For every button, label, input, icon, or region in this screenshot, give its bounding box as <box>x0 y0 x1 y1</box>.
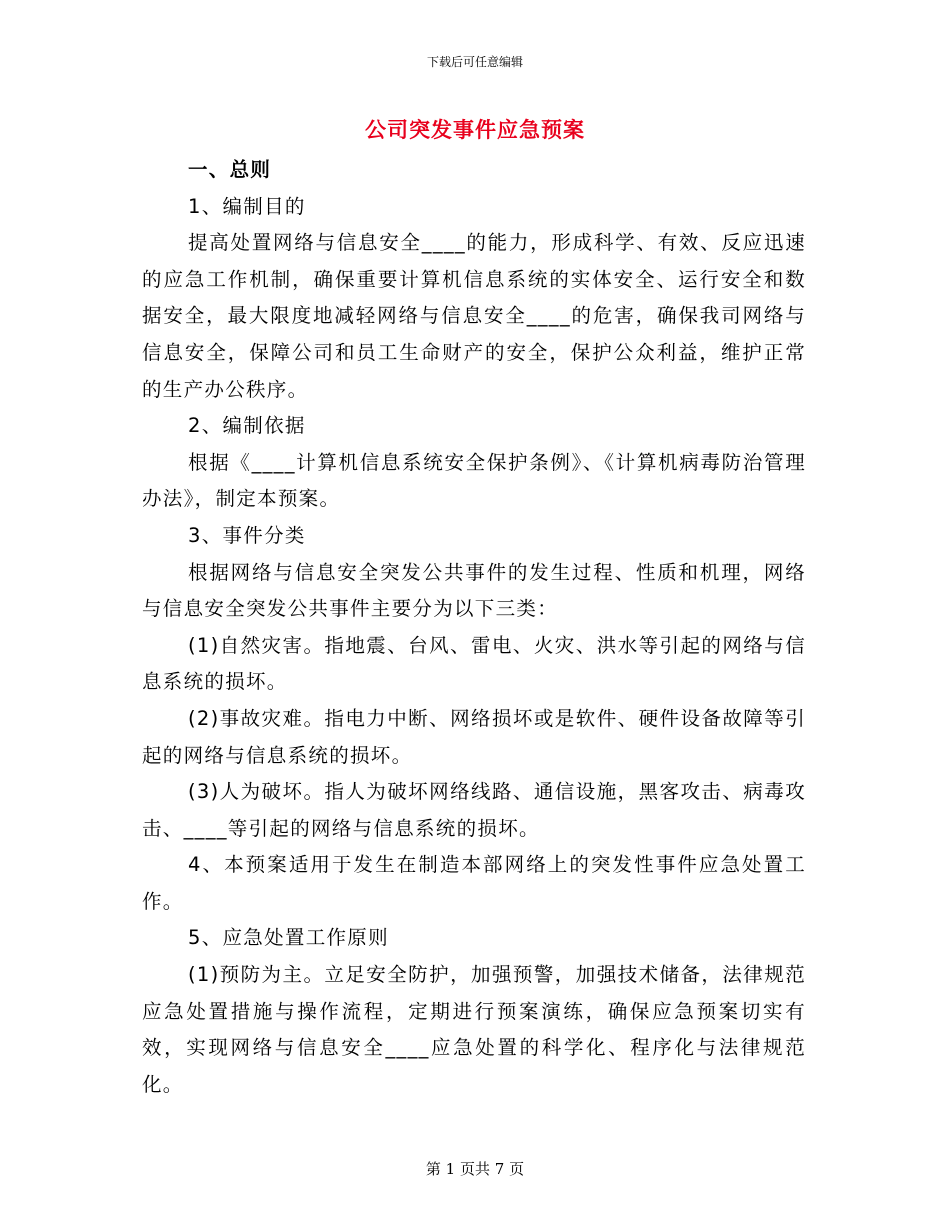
paragraph-natural-disaster: (1)自然灾害。指地震、台风、雷电、火灾、洪水等引起的网络与信息系统的损坏。 <box>142 633 806 694</box>
page-footer: 第 1 页共 7 页 <box>425 1160 525 1178</box>
paragraph-sabotage: (3)人为破坏。指人为破坏网络线路、通信设施，黑客攻击、病毒攻击、____等引起的网络与信息系统的损坏。 <box>142 780 806 840</box>
paragraph-prevention: (1)预防为主。立足安全防护，加强预警，加强技术储备，法律规范应急处置措施与操作流程，定期进行预案演练，确保应急预案切实有效，实现网络与信息安全____应急处置的科学化、程序化与法律规范化。 <box>142 963 806 1096</box>
header-note: 下载后可任意编辑 <box>426 55 523 69</box>
paragraph-accident: (2)事故灾难。指电力中断、网络损坏或是软件、硬件设备故障等引起的网络与信息系统的损坏。 <box>142 706 806 767</box>
paragraph-scope: 4、本预案适用于发生在制造本部网络上的突发性事件应急处置工作。 <box>142 853 806 913</box>
item-heading-basis: 2、编制依据 <box>188 414 306 438</box>
paragraph-basis: 根据《____计算机信息系统安全保护条例》、《计算机病毒防治管理办法》，制定本预案。 <box>142 450 806 511</box>
paragraph-classification-intro: 根据网络与信息安全突发公共事件的发生过程、性质和机理，网络与信息安全突发公共事件主要分为以下三类： <box>142 560 806 621</box>
section-heading-general: 一、总则 <box>188 158 272 181</box>
item-heading-principles: 5、应急处置工作原则 <box>188 926 389 950</box>
document-title: 公司突发事件应急预案 <box>365 117 585 142</box>
document-body <box>142 152 806 1103</box>
item-heading-purpose: 1、编制目的 <box>188 194 306 218</box>
paragraph-purpose: 提高处置网络与信息安全____的能力，形成科学、有效、反应迅速的应急工作机制，确保重要计算机信息系统的实体安全、运行安全和数据安全，最大限度地减轻网络与信息安全____的危害，确保我司网络与信息安全，保障公司和员工生命财产的安全，保护公众利益，维护正常的生产办公秩序。 <box>142 231 806 401</box>
item-heading-classification: 3、事件分类 <box>188 523 306 547</box>
